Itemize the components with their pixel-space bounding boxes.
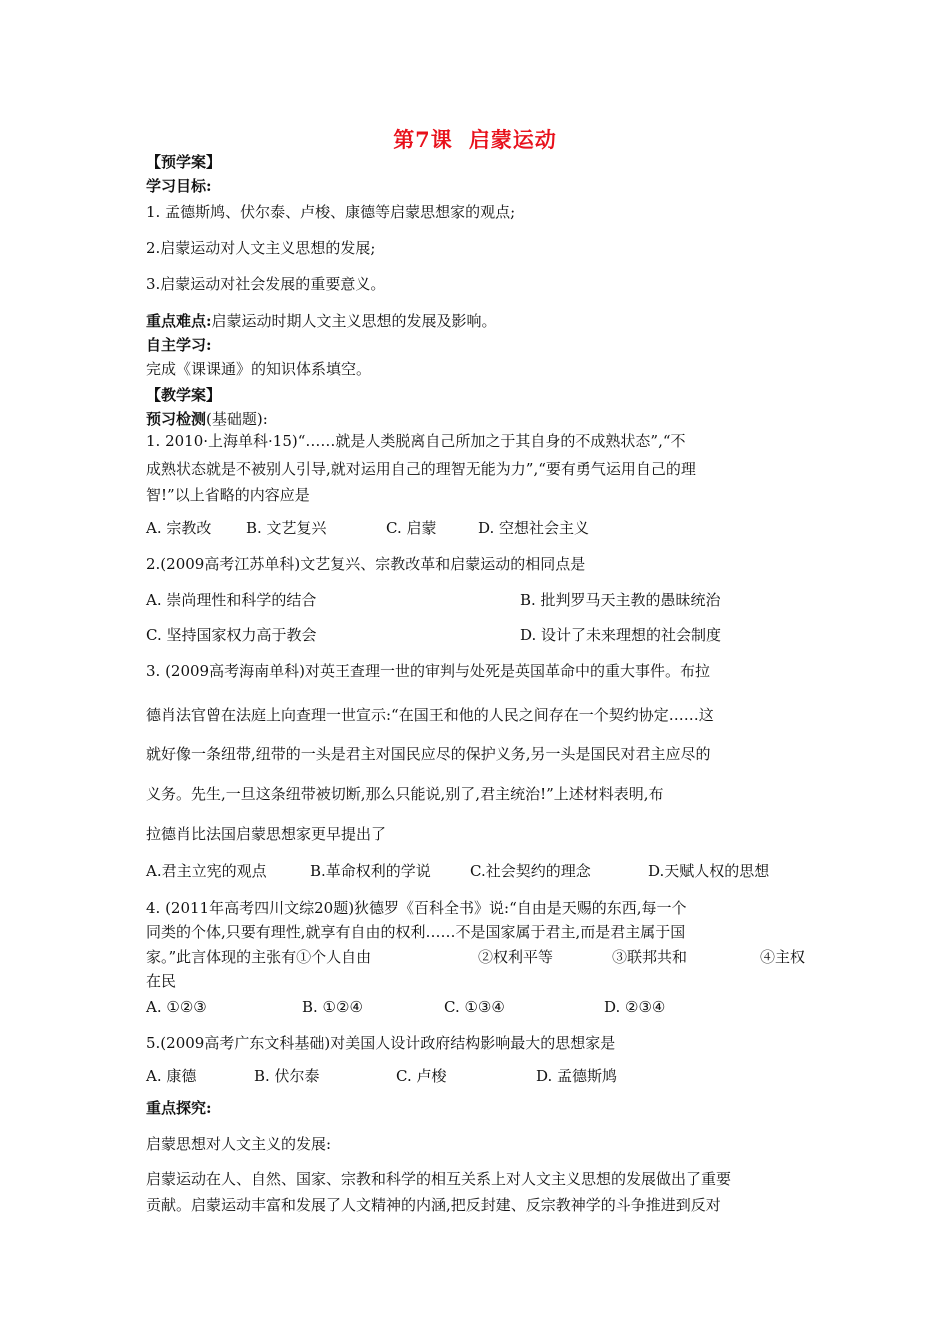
q1-option-a: A. 宗教改 <box>146 519 212 537</box>
q3-line: 德肖法官曾在法庭上向查理一世宣示:“在国王和他的人民之间存在一个契约协定……这 <box>146 706 714 724</box>
q4-line: 在民 <box>146 972 177 990</box>
explore-line: 贡献。启蒙运动丰富和发展了人文精神的内涵,把反封建、反宗教神学的斗争推进到反对 <box>146 1196 721 1214</box>
q3-option-b: B.革命权利的学说 <box>310 862 431 880</box>
lesson-number: 第7课 <box>393 127 453 152</box>
q1-line: 智!”以上省略的内容应是 <box>146 486 310 504</box>
q5-stem: 5.(2009高考广东文科基础)对美国人设计政府结构影响最大的思想家是 <box>146 1034 616 1052</box>
q3-line: 拉德肖比法国启蒙思想家更早提出了 <box>146 825 387 843</box>
explore-label: 重点探究: <box>146 1099 212 1117</box>
q4-option-d: D. ②③④ <box>604 998 666 1016</box>
q4-line: 同类的个体,只要有理性,就享有自由的权利……不是国家属于君主,而是君主属于国 <box>146 923 686 941</box>
q3-line: 就好像一条纽带,纽带的一头是君主对国民应尽的保护义务,另一头是国民对君主应尽的 <box>146 745 711 763</box>
q3-line: 3. (2009高考海南单科)对英王查理一世的审判与处死是英国革命中的重大事件。布拉 <box>146 662 710 680</box>
q2-option-b: B. 批判罗马天主教的愚昧统治 <box>520 591 721 609</box>
q4-line: 4. (2011年高考四川文综20题)狄德罗《百科全书》说:“自由是天赐的东西,每一个 <box>146 899 687 917</box>
goal-item: 2.启蒙运动对人文主义思想的发展; <box>146 239 376 257</box>
q1-line: 成熟状态就是不被别人引导,就对运用自己的理智无能为力”,“要有勇气运用自己的理 <box>146 460 696 478</box>
goal-item: 1. 孟德斯鸠、伏尔泰、卢梭、康德等启蒙思想家的观点; <box>146 203 516 221</box>
q4-option-c: C. ①③④ <box>444 998 505 1016</box>
goals-label: 学习目标: <box>146 177 212 195</box>
q4-claim-2: ②权利平等 <box>478 948 554 966</box>
q5-option-b: B. 伏尔泰 <box>254 1067 320 1085</box>
goal-item: 3.启蒙运动对社会发展的重要意义。 <box>146 275 386 293</box>
self-study-label: 自主学习: <box>146 336 212 354</box>
section-header-teach: 【教学案】 <box>146 386 222 404</box>
q5-option-d: D. 孟德斯鸠 <box>536 1067 618 1085</box>
q2-option-d: D. 设计了未来理想的社会制度 <box>520 626 722 644</box>
q4-claim-3: ③联邦共和 <box>612 948 688 966</box>
check-heading <box>146 408 268 430</box>
check-suffix: (基础题): <box>206 410 268 428</box>
self-study-text: 完成《课课通》的知识体系填空。 <box>146 360 372 378</box>
check-label: 预习检测 <box>146 410 207 428</box>
q5-option-c: C. 卢梭 <box>396 1067 447 1085</box>
q2-option-a: A. 崇尚理性和科学的结合 <box>146 591 317 609</box>
section-header-prestudy: 【预学案】 <box>146 153 222 171</box>
q3-option-c: C.社会契约的理念 <box>470 862 591 880</box>
q4-claim-4: ④主权 <box>760 948 806 966</box>
q1-line: 1. 2010·上海单科·15)“……就是人类脱离自己所加之于其自身的不成熟状态”,“不 <box>146 432 686 450</box>
q4-option-b: B. ①②④ <box>302 998 363 1016</box>
explore-line: 启蒙运动在人、自然、国家、宗教和科学的相互关系上对人文主义思想的发展做出了重要 <box>146 1170 732 1188</box>
lesson-topic: 启蒙运动 <box>468 127 557 152</box>
q1-option-d: D. 空想社会主义 <box>478 519 590 537</box>
key-text: 启蒙运动时期人文主义思想的发展及影响。 <box>211 312 497 330</box>
q3-option-d: D.天赋人权的思想 <box>648 862 770 880</box>
explore-subtitle: 启蒙思想对人文主义的发展: <box>146 1135 332 1153</box>
q3-line: 义务。先生,一旦这条纽带被切断,那么只能说,别了,君主统治!”上述材料表明,布 <box>146 785 664 803</box>
key-label: 重点难点: <box>146 312 212 330</box>
q1-option-b: B. 文艺复兴 <box>246 519 327 537</box>
q1-option-c: C. 启蒙 <box>386 519 437 537</box>
key-points <box>146 310 497 332</box>
q2-option-c: C. 坚持国家权力高于教会 <box>146 626 317 644</box>
q2-stem: 2.(2009高考江苏单科)文艺复兴、宗教改革和启蒙运动的相同点是 <box>146 555 586 573</box>
q4-line: 家。”此言体现的主张有①个人自由 <box>146 948 372 966</box>
q4-option-a: A. ①②③ <box>146 998 207 1016</box>
q5-option-a: A. 康德 <box>146 1067 197 1085</box>
page-title <box>0 124 950 154</box>
q3-option-a: A.君主立宪的观点 <box>146 862 267 880</box>
